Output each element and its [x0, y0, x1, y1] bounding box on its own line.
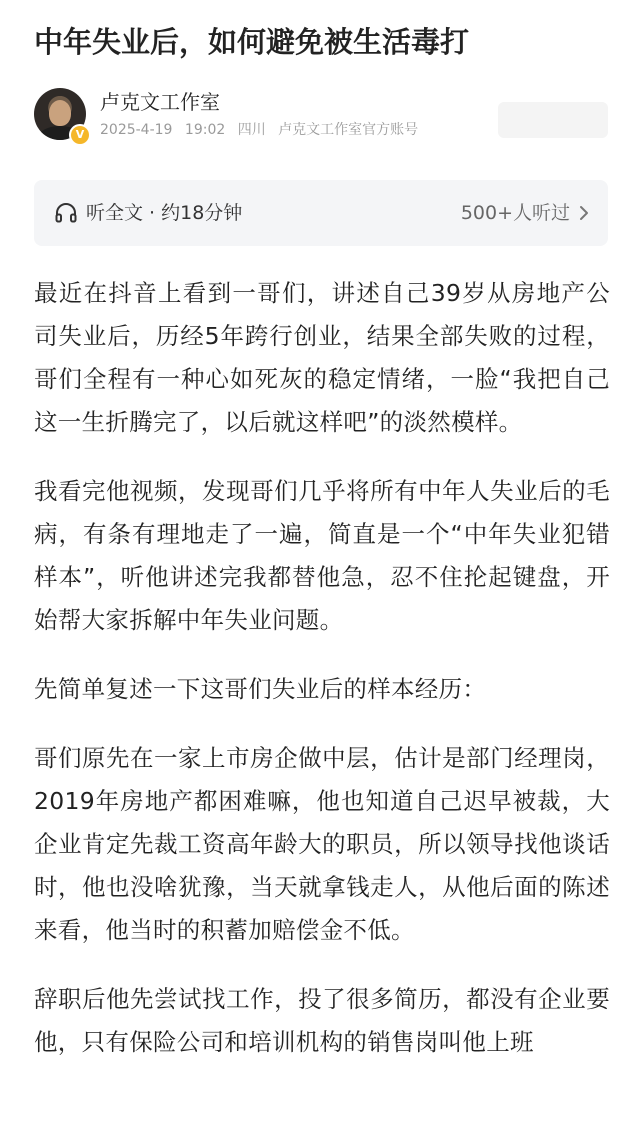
avatar-face	[49, 100, 71, 126]
chevron-right-icon	[578, 204, 590, 222]
publish-time: 19:02	[184, 122, 226, 138]
listen-full-text-bar[interactable]	[34, 180, 608, 246]
paragraph: 哥们原先在一家上市房企做中层，估计是部门经理岗，2019年房地产都困难嘛，他也知道自己迟早被裁，大企业肯定先裁工资高年龄大的职员，所以领导找他谈话时，他也没啥犹豫，当天就拿钱走人，从他后面的陈述来看，他当时的积蓄加赔偿金不低。	[34, 744, 610, 944]
listener-count: 500+人听过	[460, 202, 570, 224]
article-title: 中年失业后，如何避免被生活毒打	[34, 25, 470, 59]
listen-label: 听全文 · 约18分钟	[86, 202, 243, 224]
publish-date: 2025-4-19	[100, 122, 173, 138]
follow-button-placeholder[interactable]	[498, 102, 608, 138]
verified-badge-icon: V	[69, 124, 91, 146]
account-description: 卢克文工作室官方账号	[278, 122, 419, 138]
paragraph: 辞职后他先尝试找工作，投了很多简历，都没有企业要他，只有保险公司和培训机构的销售岗叫他上班	[34, 985, 610, 1056]
publish-location: 四川	[237, 122, 266, 138]
paragraph: 最近在抖音上看到一哥们，讲述自己39岁从房地产公司失业后，历经5年跨行创业，结果全部失败的过程，哥们全程有一种心如死灰的稳定情绪，一脸“我把自己这一生折腾完了，以后就这样吧”的淡然模样。	[34, 279, 610, 436]
article-meta	[100, 120, 426, 140]
paragraph: 先简单复述一下这哥们失业后的样本经历：	[34, 675, 487, 703]
paragraph: 我看完他视频，发现哥们几乎将所有中年人失业后的毛病，有条有理地走了一遍，简直是一个“中年失业犯错样本”，听他讲述完我都替他急，忍不住抡起键盘，开始帮大家拆解中年失业问题。	[34, 477, 610, 634]
author-info	[34, 88, 608, 146]
headphone-icon	[54, 201, 78, 225]
article-body	[34, 272, 610, 1090]
author-name[interactable]: 卢克文工作室	[100, 90, 220, 114]
